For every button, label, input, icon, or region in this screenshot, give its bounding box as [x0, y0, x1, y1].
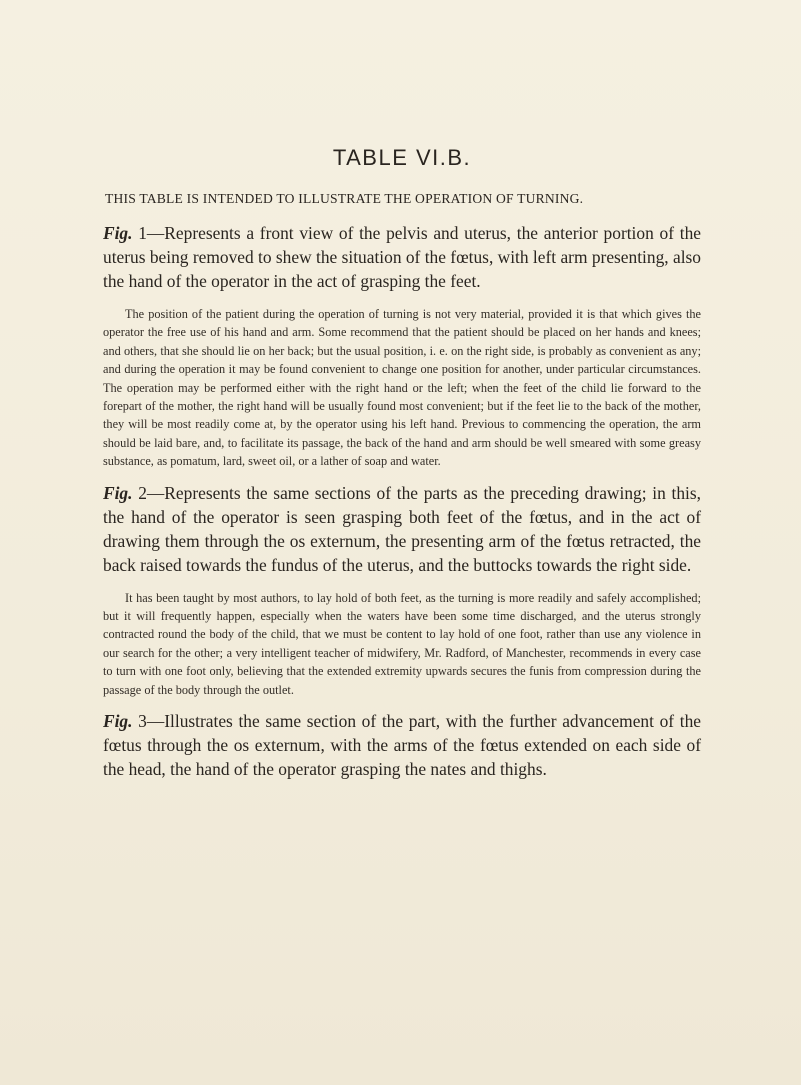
fig-2-label: Fig.: [103, 482, 133, 503]
plate-title: TABLE VI.B.: [332, 145, 472, 170]
fig-2-heading: [103, 481, 701, 577]
fig-1-heading: [103, 221, 701, 293]
fig-2-description: 2—Represents the same sections of the parts as the preceding drawing; in this, the hand of the operator is seen grasping both feet of the fœtus, and in the act of drawing them through the os externum, the presenting arm of the fœtus retracted, the back raised towards the fundus of the uterus, and the buttocks towards the right side.: [103, 482, 701, 575]
page-content: [103, 143, 701, 793]
fig-3-heading: [103, 709, 701, 781]
fig-1-body: The position of the patient during the operation of turning is not very material, provided it is that which gives the operator the free use of his hand and arm. Some recommend that the patient should be placed on her hands and knees; and others, that she should lie on her back; but the usual position, i. e. on the right side, is probably as convenient as any; and during the operation it may be found convenient to change one position for another, under particular circumstances. The operation may be performed either with the right hand or the left; when the feet of the child lie forward to the forepart of the mother, the right hand will be usually found most convenient; but if the feet lie to the back of the mother, they will be most readily come at, by the operator using his left hand. Previous to commencing the operation, the arm should be laid bare, and, to facilitate its passage, the back of the hand and arm should be well smeared with some greasy substance, as pomatum, lard, sweet oil, or a lather of soap and water.: [103, 307, 701, 469]
fig-1-description: 1—Represents a front view of the pelvis and uterus, the anterior portion of the uterus being removed to shew the situation of the fœtus, with left arm presenting, also the hand of the operator in the act of grasping the feet.: [103, 223, 701, 291]
table-subtitle: THIS TABLE IS INTENDED TO ILLUSTRATE THE OPERATION OF TURNING.: [105, 191, 584, 206]
fig-2-body: It has been taught by most authors, to lay hold of both feet, as the turning is more readily and safely accomplished; but it will frequently happen, especially when the waters have been some time discharged, and the uterus strongly contracted round the body of the child, that we must be content to lay hold of one foot, rather than use any violence in our search for the other; a very intelligent teacher of midwifery, Mr. Radford, of Manchester, recommends in every case to turn with one foot only, believing that the extended extremity upwards secures the funis from compression during the passage of the body through the outlet.: [103, 590, 701, 697]
fig-3-label: Fig.: [103, 711, 133, 732]
fig-3-description: 3—Illustrates the same section of the part, with the further advancement of the fœtus through the os externum, with the arms of the fœtus extended on each side of the head, the hand of the operator grasping the nates and thighs.: [103, 711, 701, 780]
fig-1-label: Fig.: [103, 223, 133, 243]
